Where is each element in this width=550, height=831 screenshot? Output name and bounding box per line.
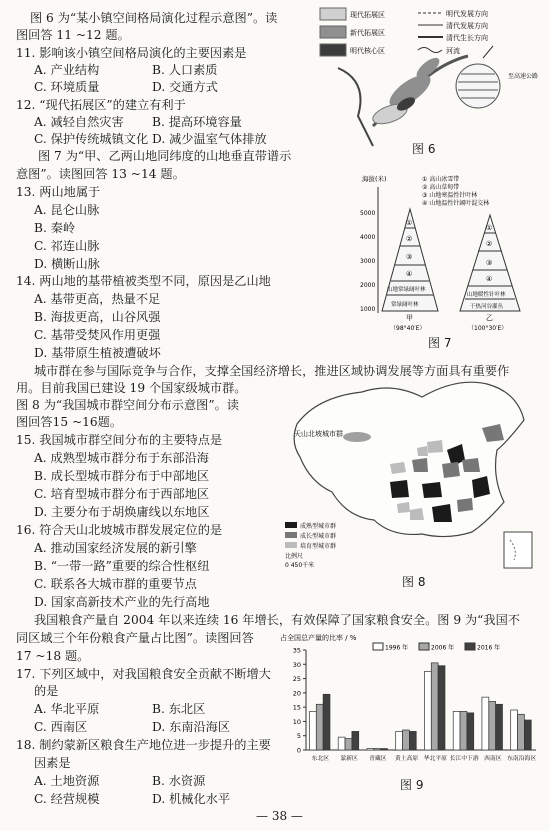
legend-6-label-3: 明代核心区: [350, 47, 385, 55]
fig9-bar: [316, 704, 323, 750]
legend-8-swatch-1: [285, 522, 297, 528]
fig9-legend-label: 2016 年: [477, 644, 501, 652]
figure-6-town-layout: [318, 6, 543, 156]
cluster-chengyu: [390, 480, 409, 498]
cluster-pearl-delta: [432, 504, 452, 522]
fig7-legend-4: ④ 山地温性针阔叶混交林: [422, 200, 490, 207]
q16-option-b: B. “一带一路”重要的综合性枢纽: [34, 559, 210, 573]
q12-option-a: A. 减轻自然灾害: [34, 115, 124, 129]
q13-option-d: D. 横断山脉: [34, 257, 100, 271]
fig9-bar: [323, 694, 330, 750]
cluster-shandong: [462, 458, 480, 472]
mountain-a-base-1: 山地常绿阔叶林: [387, 287, 426, 293]
q11-option-b: B. 人口素质: [152, 63, 218, 77]
question-11: 11. 影响该小镇空间格局演化的主要因素是: [16, 46, 247, 60]
q15-option-b: B. 成长型城市群分布于中部地区: [34, 469, 210, 483]
legend-6-label-2: 新代拓展区: [350, 29, 385, 37]
fig7-legend-2: ② 高山草甸带: [422, 184, 460, 191]
fig9-legend-swatch: [465, 643, 475, 650]
q18-option-c: C. 经营规模: [34, 792, 100, 806]
figure-6-caption: 图 6: [412, 142, 436, 156]
cluster-guanzhong: [412, 458, 428, 472]
q12-option-b: B. 提高环境容量: [152, 115, 242, 129]
fig9-category-label: 东北区: [311, 756, 330, 762]
q14-option-a: A. 基带更高，热量不足: [34, 292, 161, 306]
legend-8-swatch-3: [285, 542, 297, 548]
q15-option-d: D. 主要分布于胡焕庸线以东地区: [34, 505, 210, 519]
figure-8-city-cluster-map: [282, 372, 544, 570]
south-china-sea-inset: [504, 532, 532, 568]
fig9-bar: [338, 737, 345, 750]
fig7-ytick-1000: 1000: [360, 306, 376, 313]
fig9-bar: [511, 710, 518, 750]
fig9-category-label: 青藏区: [369, 756, 387, 762]
legend-6-label-1: 现代拓展区: [350, 11, 385, 19]
q17-option-c: C. 西南区: [34, 720, 88, 734]
q17-option-d: D. 东南沿海区: [152, 720, 231, 734]
fig7-ytick-3000: 3000: [360, 258, 376, 265]
mountain-b-lon: （100°30′E）: [468, 325, 508, 332]
cluster-beibu-gulf: [410, 508, 424, 520]
fig9-bar: [403, 730, 410, 750]
fig9-bar: [438, 666, 445, 750]
fig7-ytick-5000: 5000: [360, 210, 376, 217]
fig9-ytick-label: 35: [292, 646, 301, 655]
intro-q15-16-line3: 图 8 为“我国城市群空间分布示意图”。读: [16, 398, 239, 412]
scale-value: 0 450千米: [285, 562, 315, 569]
legend-6-label-7: 河流: [446, 47, 460, 55]
q13-option-b: B. 秦岭: [34, 221, 76, 235]
fig9-category-label: 长江中下游: [449, 756, 479, 762]
fig7-legend-1: ① 高山冰雪带: [422, 176, 460, 183]
mountain-a-zone-1: ①: [406, 219, 413, 227]
q13-option-a: A. 昆仑山脉: [34, 203, 100, 217]
fig9-bar: [467, 713, 474, 750]
mountain-b-zone-4: ④: [486, 275, 493, 283]
fig9-legend-label: 2006 年: [431, 644, 455, 652]
q12-option-c: C. 保护传统城镇文化: [34, 132, 149, 146]
legend-8-label-1: 成熟型城市群: [300, 523, 337, 530]
question-14: 14. 两山地的基带植被类型不同，原因是乙山地: [16, 274, 271, 288]
question-13: 13. 两山地属于: [16, 185, 101, 199]
question-17-cont: 的是: [34, 684, 59, 698]
mountain-b-zone-3: ③: [486, 259, 493, 267]
intro-q13-14-line1: 图 7 为“甲、乙两山地同纬度的山地垂直带谱示: [38, 149, 292, 163]
question-17: 17. 下列区域中，对我国粮食安全贡献不断增大: [16, 667, 271, 681]
legend-8-label-3: 培育型城市群: [300, 543, 337, 550]
cluster-tianshan: [343, 432, 371, 442]
legend-6-label-4: 明代发展方向: [446, 10, 488, 18]
q11-option-c: C. 环境质量: [34, 80, 100, 94]
q11-option-d: D. 交通方式: [152, 80, 218, 94]
fig7-ytick-4000: 4000: [360, 234, 376, 241]
fig9-bar: [345, 739, 352, 750]
fig9-ytick-label: 10: [292, 717, 301, 726]
fig9-bar: [518, 714, 525, 750]
question-18-cont: 因素是: [34, 756, 71, 770]
figure-8-caption: 图 8: [402, 575, 426, 589]
question-18: 18. 制约蒙新区粮食生产地位进一步提升的主要: [16, 738, 271, 752]
fig9-bars: [309, 663, 531, 750]
intro-q15-16-line4: 图回答15 ~16题。: [16, 415, 123, 429]
intro-q17-18-line1: 我国粮食产量自 2004 年以来连续 16 年增长，有效保障了国家粮食安全。图 9 为“我国不: [34, 613, 520, 627]
q12-option-d: D. 减少温室气体排放: [152, 132, 267, 146]
fig9-category-label: 西南区: [484, 756, 502, 762]
fig9-bar: [381, 749, 388, 750]
fig9-category-label: 华北平原: [423, 756, 447, 762]
mountain-a-zone-2: ②: [406, 235, 413, 243]
question-16: 16. 符合天山北坡城市群发展定位的是: [16, 523, 223, 537]
road-line: [338, 68, 373, 146]
cluster-hubao-eyu: [427, 440, 443, 453]
cluster-mid-yangtze: [422, 482, 442, 498]
legend-6-swatch-1: [320, 8, 346, 20]
fig9-bar: [496, 704, 503, 750]
fig7-legend-3: ③ 山地寒温性针叶林: [422, 192, 478, 199]
legend-6-swatch-2: [320, 26, 346, 38]
fig9-bar: [460, 711, 467, 750]
mountain-b-zone-1: ①: [486, 224, 493, 232]
mountain-b-name: 乙: [486, 314, 493, 322]
fig7-ytick-2000: 2000: [360, 282, 376, 289]
fig9-bar: [352, 731, 359, 750]
q14-option-b: B. 海拔更高，山谷风强: [34, 310, 161, 324]
page-number: — 38 —: [256, 809, 303, 823]
q14-option-d: D. 基带原生植被遭破坏: [34, 346, 161, 360]
mountain-a-zone-4: ④: [406, 270, 413, 278]
q18-option-d: D. 机械化水平: [152, 792, 231, 806]
q17-option-a: A. 华北平原: [34, 702, 100, 716]
intro-q13-14-line2: 意图”。读图回答 13 ~14 题。: [16, 167, 185, 181]
fig9-legend-swatch: [419, 643, 429, 650]
question-15: 15. 我国城市群空间分布的主要特点是: [16, 433, 223, 447]
mountain-a-lon: （98°40′E）: [390, 325, 426, 332]
fig9-bar: [409, 731, 416, 750]
q17-option-b: B. 东北区: [152, 702, 206, 716]
modern-expansion-circle: [456, 64, 500, 108]
intro-q17-18-line2: 同区域三个年份粮食产量占比图”。读图回答: [16, 631, 254, 645]
intro-q15-16-line2: 用。目前我国已建设 19 个国家级城市群。: [16, 381, 247, 395]
mountain-b-zone-2: ②: [486, 240, 493, 248]
fig9-bar: [309, 711, 316, 750]
fig9-ytick-label: 25: [292, 675, 301, 684]
fig9-bar: [424, 671, 431, 750]
fig9-ylabel: 占全国总产量的比率 / %: [280, 634, 357, 642]
q18-option-b: B. 水资源: [152, 774, 206, 788]
mountain-b-base-2: 干热河谷灌丛: [470, 304, 504, 310]
fig9-legend-label: 1996 年: [385, 644, 409, 652]
fig9-bar: [482, 697, 489, 750]
cluster-lanxi: [390, 462, 406, 474]
mountain-a-base-2: 常绿阔叶林: [391, 302, 419, 308]
legend-6-label-6: 清代生长方向: [446, 34, 488, 42]
cluster-central-plains: [442, 462, 460, 478]
label-tianshan: 天山北坡城市群: [294, 430, 343, 438]
fig9-bar: [431, 663, 438, 750]
fig9-ytick-label: 20: [292, 689, 301, 698]
q15-option-c: C. 培育型城市群分布于西部地区: [34, 487, 210, 501]
q11-option-a: A. 产业结构: [34, 63, 100, 77]
china-outline: [294, 382, 524, 536]
fig9-category-label: 东南沿海区: [507, 756, 537, 762]
figure-9-caption: 图 9: [400, 778, 424, 792]
mountain-a-name: 甲: [406, 314, 413, 322]
q16-option-c: C. 联系各大城市群的重要节点: [34, 577, 197, 591]
intro-q11-12-line1: 图 6 为“某小镇空间格局演化过程示意图”。读: [30, 11, 278, 25]
legend-6-swatch-3: [320, 44, 346, 56]
fig9-legend: [373, 643, 500, 652]
fig9-ytick-label: 30: [292, 660, 301, 669]
intro-q11-12-line2: 图回答 11 ~12 题。: [16, 28, 130, 42]
fig7-ylabel: 海拔(米): [362, 175, 387, 183]
intro-q15-16-line1: 城市群在参与国际竞争与合作，支撑全国经济增长，推进区域协调发展等方面具有重要作: [34, 364, 510, 378]
fig9-category-label: 蒙新区: [340, 756, 358, 762]
q18-option-a: A. 土地资源: [34, 774, 100, 788]
q16-option-a: A. 推动国家经济发展的新引擎: [34, 541, 197, 555]
cluster-west-strait: [457, 498, 473, 512]
q14-option-c: C. 基带受焚风作用更强: [34, 328, 161, 342]
q16-option-d: D. 国家高新技术产业的先行高地: [34, 595, 210, 609]
legend-8-swatch-2: [285, 532, 297, 538]
figure-7-caption: 图 7: [428, 336, 452, 350]
fig9-ytick-label: 15: [292, 703, 301, 712]
fig9-bar: [453, 711, 460, 750]
fig9-bar: [489, 701, 496, 750]
q13-option-c: C. 祁连山脉: [34, 239, 100, 253]
legend-6-label-5: 清代发展方向: [446, 22, 488, 30]
fig9-legend-swatch: [373, 643, 383, 650]
legend-8-label-2: 成长型城市群: [300, 533, 337, 540]
fig9-category-label: 黄土高原: [395, 756, 419, 762]
q15-option-a: A. 成熟型城市群分布于东部沿海: [34, 451, 209, 465]
mountain-a-zone-3: ③: [406, 253, 413, 261]
mountain-b-base-1: 山地暖性针叶林: [467, 292, 506, 298]
intro-q17-18-line3: 17 ~18 题。: [16, 649, 90, 663]
fig9-bar: [396, 731, 403, 750]
fig9-ytick-label: 5: [296, 732, 301, 741]
fig9-category-labels: [312, 754, 537, 762]
scale-label: 比例尺: [285, 553, 304, 560]
question-12: 12. “现代拓展区”的建立有利于: [16, 98, 186, 112]
road-label: 至高速公路: [508, 73, 539, 80]
fig9-bar: [374, 749, 381, 750]
figure-9-grain-chart: [278, 632, 542, 772]
fig9-ytick-label: 0: [296, 746, 301, 755]
figure-7-vertical-zones: [360, 173, 535, 333]
fig9-bar: [524, 720, 531, 750]
fig9-bar: [367, 749, 374, 750]
